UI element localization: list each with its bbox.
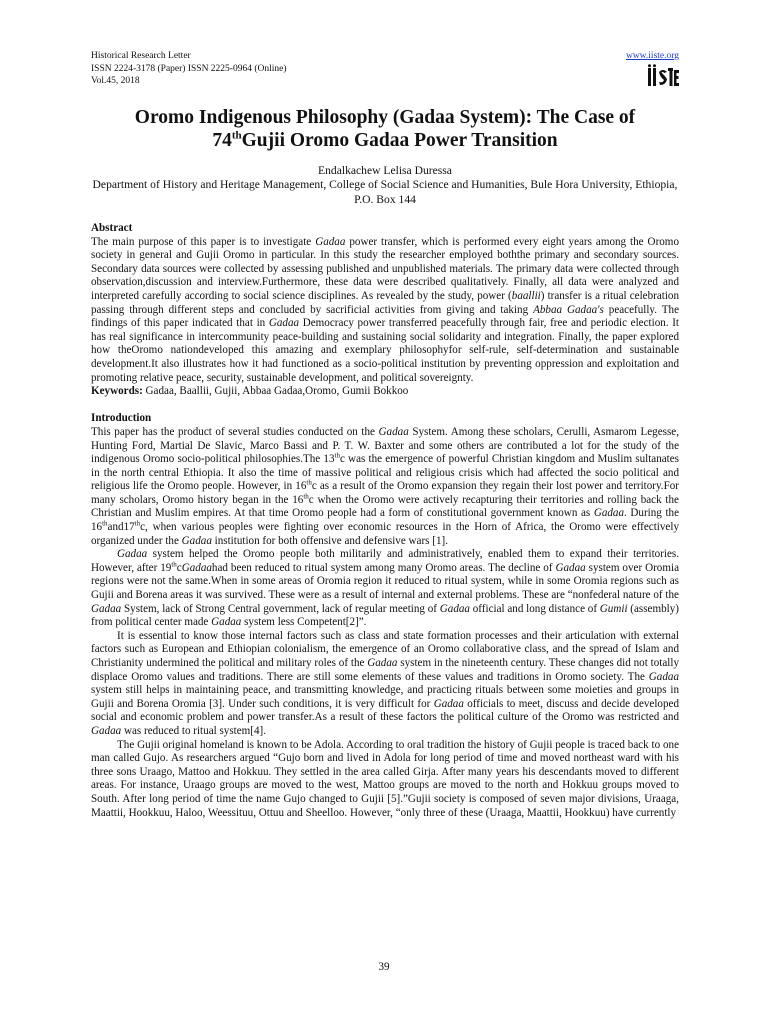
iiste-logo-icon [647,64,679,88]
keywords-label: Keywords: [91,385,143,398]
title-line-2 [91,129,679,152]
intro-paragraph: This paper has the product of several studies conducted on the Gadaa System. Among these scholars, Cerulli, Asmarom Legesse, Hunting Ford, Martial De Slavic, Marco Bassi and P. T. W. Baxter and some others are contributed a lot for the study of the indigenous Oromo socio-political philosophies.The 13thc was the emergence of powerful Christian kingdom and Muslim sultanates in the north central Ethiopia. It also the time of massive political and religious crisis which had affected the socio political and religious life the Oromo people. However, in 16thc as a result of the Oromo expansion they regain their lost power and territory.For many scholars, Oromo history began in the 16thc when the Oromo were actively recapturing their territories and rolling back the Christian and Muslim empires. At that time Oromo people had a form of constitutional government known as Gadaa. During the 16thand17thc, when various peoples were fighting over economic resources in the Horn of Africa, the Oromo were effectively organized under the Gadaa institution for both offensive and defensive wars [1]. [91,425,679,547]
keywords-list: Gadaa, Baallii, Gujii, Abbaa Gadaa,Oromo, Gumii Bokkoo [142,385,409,398]
introduction-heading: Introduction [91,412,152,425]
intro-paragraph: It is essential to know those internal factors such as class and state formation processes and their articulation with external factors such as European and Ethiopian colonialism, the emergence of an Oromo collaborative class, and the spread of Islam and Christianity undermined the political and military roles of the Gadaa system in the nineteenth century. These changes did not totally displace Oromo values and traditions. There are still some elements of these values and traditions in Oromo society. The Gadaa system still helps in maintaining peace, and transmitting knowledge, and practicing rituals between some moieties and groups in Gujii and Borena Oromia [3]. Under such conditions, it is very difficult for Gadaa officials to meet, discuss and decide developed social and economic problem and power transfer.As a result of these factors the political culture of the Oromo was restricted and Gadaa was reduced to ritual system[4]. [91,629,679,737]
paper-body [91,222,679,820]
paper-title [91,106,679,152]
title-line-1: Oromo Indigenous Philosophy (Gadaa System): The Case of [134,107,636,128]
publisher-header [626,50,679,88]
journal-header [91,50,287,88]
keywords-line [91,385,679,399]
author-affiliation: Department of History and Heritage Management, College of Social Science and Humanities, Bule Hora University, Ethiopia, P.O. Box 144 [92,178,678,206]
author-name: Endalkachew Lelisa Duressa [318,164,452,177]
abstract-text: The main purpose of this paper is to investigate Gadaa power transfer, which is performed every eight years among the Oromo society in general and Gujii Oromo in particular. In this study the researcher employed boththe primary and secondary sources. Secondary data sources were collected by assessing published and unpublished materials. The primary data were collected through observation,discussion and interview.Furthermore, these data were described qualitatively. Finally, all data were analyzed and interpreted carefully according to social science disciplines. As revealed by the study, power (baallii) transfer is a ritual celebration passing through different steps and concluded by sacrificial activities from giving and taking Abbaa Gadaa's peacefully. The findings of this paper indicated that in Gadaa Democracy power transferred peacefully through fair, free and periodic election. It has real significance in intercommunity peace-building and sustaining social solidarity and integration. Finally, the paper explored how theOromo nationdeveloped this amazing and exemplary philosophyfor self-rule, self-determination and sustainable development.It also illustrates how it had functioned as a socio-political institution by preventing oppression and exploitation and promoting relative peace, security, sustainable development, and political sovereignty. [91,235,680,384]
title-superscript: th [231,129,242,142]
journal-issn: ISSN 2224-3178 (Paper) ISSN 2225-0964 (Online) [91,63,287,74]
page-number: 39 [378,961,390,973]
title-rest: Gujii Oromo Gadaa Power Transition [241,130,558,151]
title-number: 74 [212,130,232,151]
journal-volume: Vol.45, 2018 [91,76,140,86]
journal-name: Historical Research Letter [91,51,191,61]
intro-paragraph: The Gujii original homeland is known to be Adola. According to oral tradition the history of Gujii people is traced back to one man called Gujo. As researchers argued “Gujo born and lived in Adola for long period of time and moved northeast ward with his three sons Uraago, Mattoo and Hokkuu. They settled in the area called Girja. After many years his descendants moved to different areas. For instance, Uraago groups are moved to the west, Mattoo groups are moved to the north and Hokkuu groups moved to South. After long period of time the name Gujo changed to Gujii [5].”Gujii society is composed of seven major divisions, Uraaga, Maattii, Hookkuu, Haloo, Weessituu, Ottuu and Sheelloo. However, “only three of these (Uraaga, Maattii, Hookkuu) have currently [91,738,679,819]
intro-paragraph: Gadaa system helped the Oromo people both militarily and administratively, enabled them to expand their territories. However, after 19thcGadaahad been reduced to ritual system among many Oromo areas. The decline of Gadaa system over Oromia regions were not the same.When in some areas of Oromia region it reduced to ritual system, while in some Oromia regions such as Gujii and Borena areas it was survived. These were as a result of internal and external problems. These are “nonfederal nature of the Gadaa System, lack of Strong Central government, lack of regular meeting of Gadaa official and long distance of Gumii (assembly) from political center made Gadaa system less Competent[2]”. [91,548,679,629]
publisher-link[interactable]: www.iiste.org [625,51,679,61]
abstract-heading: Abstract [91,222,133,234]
